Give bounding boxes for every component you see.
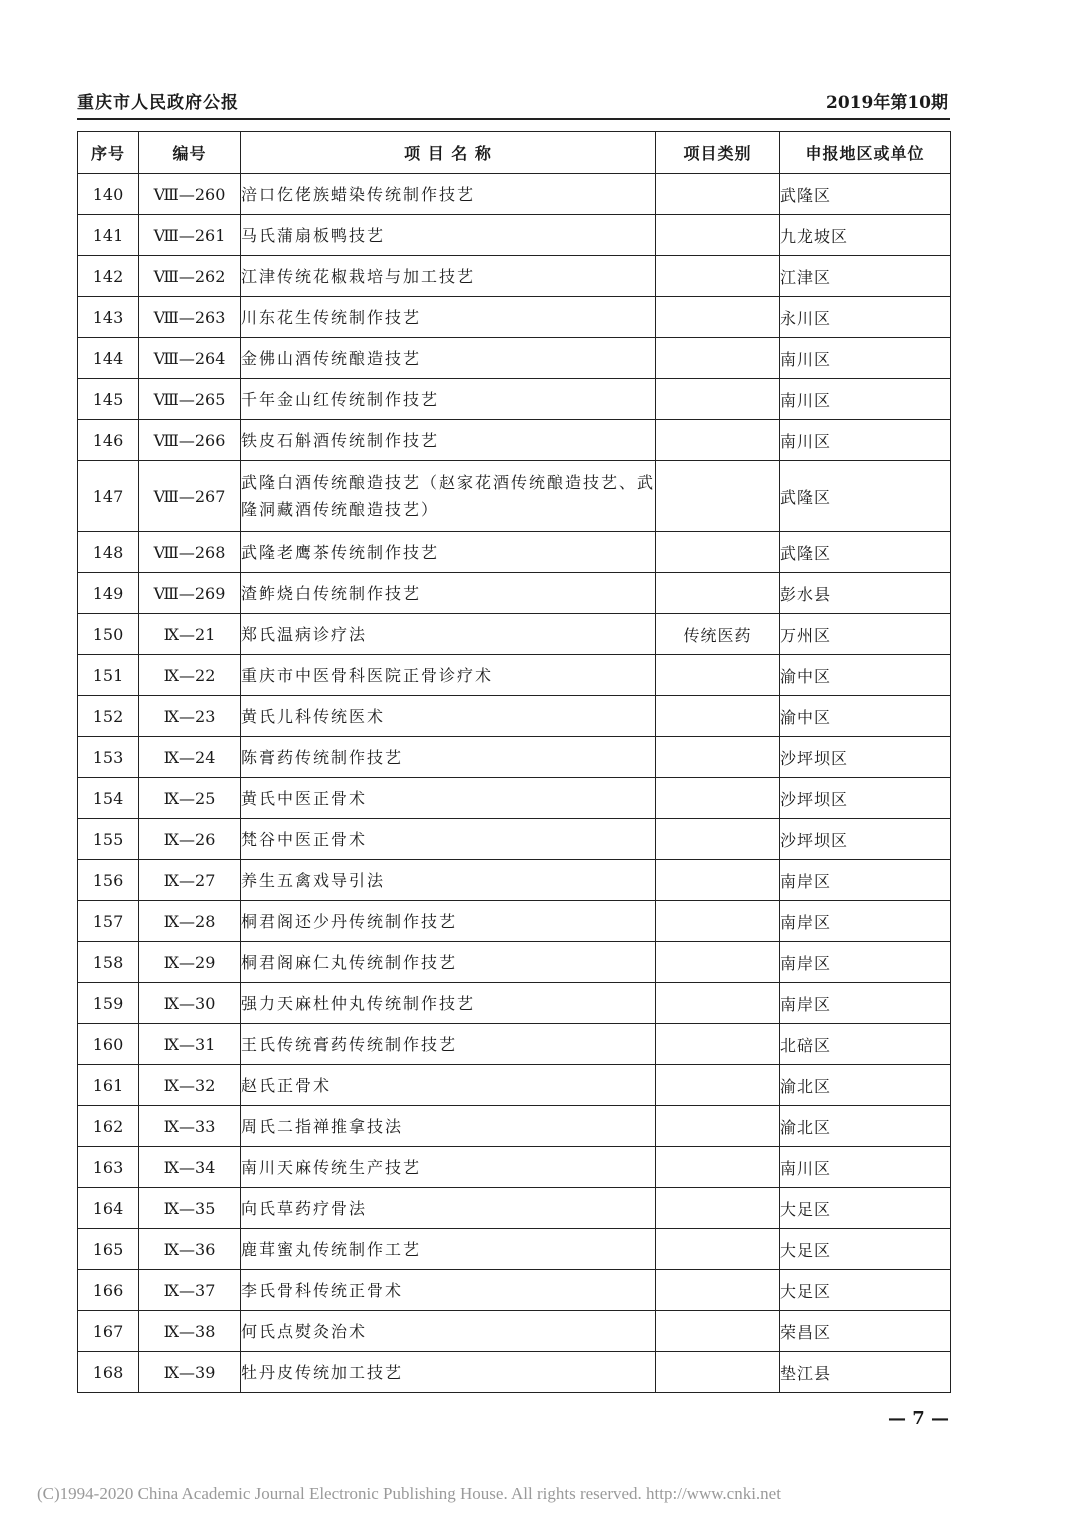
table-row <box>78 1270 951 1311</box>
cell-seq: 163 <box>78 1147 139 1188</box>
cell-code: Ⅸ—25 <box>139 778 241 819</box>
cell-code: Ⅷ—269 <box>139 573 241 614</box>
cell-code: Ⅷ—268 <box>139 532 241 573</box>
cell-region: 南川区 <box>780 338 951 379</box>
cell-region: 沙坪坝区 <box>780 778 951 819</box>
cell-region: 武隆区 <box>780 174 951 215</box>
cell-code: Ⅷ—262 <box>139 256 241 297</box>
cell-name: 鹿茸蜜丸传统制作工艺 <box>241 1229 656 1270</box>
cell-region: 大足区 <box>780 1270 951 1311</box>
cell-seq: 145 <box>78 379 139 420</box>
cell-seq: 149 <box>78 573 139 614</box>
cell-category <box>656 297 780 338</box>
cell-code: Ⅸ—35 <box>139 1188 241 1229</box>
publication-title: 重庆市人民政府公报 <box>77 93 239 113</box>
cell-seq: 146 <box>78 420 139 461</box>
cell-code: Ⅸ—38 <box>139 1311 241 1352</box>
table-row <box>78 573 951 614</box>
cell-name: 重庆市中医骨科医院正骨诊疗术 <box>241 655 656 696</box>
cell-seq: 164 <box>78 1188 139 1229</box>
cell-name: 渣鲊烧白传统制作技艺 <box>241 573 656 614</box>
cell-name: 马氏蒲扇板鸭技艺 <box>241 215 656 256</box>
header-divider <box>77 118 950 120</box>
cell-category <box>656 983 780 1024</box>
cell-region: 南岸区 <box>780 983 951 1024</box>
cell-name: 牡丹皮传统加工技艺 <box>241 1352 656 1393</box>
table-header-row <box>78 132 951 174</box>
cell-name: 赵氏正骨术 <box>241 1065 656 1106</box>
cell-code: Ⅸ—32 <box>139 1065 241 1106</box>
cell-category <box>656 1065 780 1106</box>
cell-region: 渝中区 <box>780 696 951 737</box>
cell-code: Ⅸ—34 <box>139 1147 241 1188</box>
cell-category <box>656 819 780 860</box>
cell-code: Ⅷ—263 <box>139 297 241 338</box>
cell-name: 川东花生传统制作技艺 <box>241 297 656 338</box>
cell-category <box>656 1311 780 1352</box>
cell-category <box>656 338 780 379</box>
table-row <box>78 420 951 461</box>
cell-region: 南岸区 <box>780 901 951 942</box>
cell-code: Ⅸ—21 <box>139 614 241 655</box>
table-row <box>78 860 951 901</box>
cell-name: 周氏二指禅推拿技法 <box>241 1106 656 1147</box>
page-number: — 7 — <box>887 1408 949 1429</box>
cell-category <box>656 1352 780 1393</box>
table-row <box>78 256 951 297</box>
cell-seq: 160 <box>78 1024 139 1065</box>
cell-category <box>656 461 780 532</box>
cell-name: 何氏点熨灸治术 <box>241 1311 656 1352</box>
table-row <box>78 1188 951 1229</box>
table-row <box>78 655 951 696</box>
cell-category <box>656 696 780 737</box>
cell-category <box>656 1106 780 1147</box>
cell-region: 万州区 <box>780 614 951 655</box>
cell-code: Ⅸ—22 <box>139 655 241 696</box>
cell-name: 郑氏温病诊疗法 <box>241 614 656 655</box>
cell-code: Ⅸ—23 <box>139 696 241 737</box>
cell-code: Ⅷ—265 <box>139 379 241 420</box>
heritage-table <box>77 131 951 1393</box>
table-row <box>78 174 951 215</box>
cell-region: 北碚区 <box>780 1024 951 1065</box>
cell-seq: 155 <box>78 819 139 860</box>
column-header-category: 项目类别 <box>656 132 780 174</box>
cell-name: 江津传统花椒栽培与加工技艺 <box>241 256 656 297</box>
table-row <box>78 778 951 819</box>
table-row <box>78 1106 951 1147</box>
cell-region: 永川区 <box>780 297 951 338</box>
cell-name: 千年金山红传统制作技艺 <box>241 379 656 420</box>
table-row <box>78 1311 951 1352</box>
table-row <box>78 1147 951 1188</box>
table-row <box>78 297 951 338</box>
cell-region: 南岸区 <box>780 860 951 901</box>
table-row <box>78 532 951 573</box>
cell-region: 大足区 <box>780 1188 951 1229</box>
table-row <box>78 696 951 737</box>
cell-category <box>656 573 780 614</box>
cell-seq: 142 <box>78 256 139 297</box>
table-row <box>78 983 951 1024</box>
table-row <box>78 379 951 420</box>
table-row <box>78 215 951 256</box>
cell-code: Ⅸ—27 <box>139 860 241 901</box>
cell-seq: 159 <box>78 983 139 1024</box>
cell-category <box>656 420 780 461</box>
table-row <box>78 461 951 532</box>
cell-code: Ⅷ—260 <box>139 174 241 215</box>
table-row <box>78 1352 951 1393</box>
column-header-region: 申报地区或单位 <box>780 132 951 174</box>
cell-name: 王氏传统膏药传统制作技艺 <box>241 1024 656 1065</box>
cell-category <box>656 901 780 942</box>
table-row <box>78 614 951 655</box>
cell-name: 李氏骨科传统正骨术 <box>241 1270 656 1311</box>
cell-seq: 165 <box>78 1229 139 1270</box>
cell-name: 桐君阁麻仁丸传统制作技艺 <box>241 942 656 983</box>
cell-name: 向氏草药疗骨法 <box>241 1188 656 1229</box>
cell-category <box>656 1024 780 1065</box>
cell-name: 梵谷中医正骨术 <box>241 819 656 860</box>
cell-category <box>656 778 780 819</box>
cell-name: 陈膏药传统制作技艺 <box>241 737 656 778</box>
table-row <box>78 1229 951 1270</box>
cell-seq: 156 <box>78 860 139 901</box>
cell-code: Ⅸ—24 <box>139 737 241 778</box>
cell-name: 桐君阁还少丹传统制作技艺 <box>241 901 656 942</box>
cell-code: Ⅸ—31 <box>139 1024 241 1065</box>
cell-seq: 166 <box>78 1270 139 1311</box>
column-header-seq: 序号 <box>78 132 139 174</box>
cell-seq: 143 <box>78 297 139 338</box>
cell-name: 黄氏儿科传统医术 <box>241 696 656 737</box>
cell-region: 南川区 <box>780 379 951 420</box>
cell-region: 渝北区 <box>780 1065 951 1106</box>
cell-category <box>656 860 780 901</box>
table-row <box>78 338 951 379</box>
cell-name: 强力天麻杜仲丸传统制作技艺 <box>241 983 656 1024</box>
cell-code: Ⅸ—39 <box>139 1352 241 1393</box>
cell-code: Ⅸ—36 <box>139 1229 241 1270</box>
cell-seq: 153 <box>78 737 139 778</box>
cell-category <box>656 1188 780 1229</box>
cell-name: 武隆老鹰茶传统制作技艺 <box>241 532 656 573</box>
cell-region: 渝北区 <box>780 1106 951 1147</box>
column-header-code: 编号 <box>139 132 241 174</box>
cell-category <box>656 655 780 696</box>
cell-code: Ⅷ—264 <box>139 338 241 379</box>
cell-category <box>656 215 780 256</box>
cell-category <box>656 256 780 297</box>
cell-seq: 144 <box>78 338 139 379</box>
cell-seq: 168 <box>78 1352 139 1393</box>
cell-category <box>656 1147 780 1188</box>
cell-name: 武隆白酒传统酿造技艺（赵家花酒传统酿造技艺、武隆洞藏酒传统酿造技艺） <box>241 461 656 532</box>
cell-code: Ⅷ—266 <box>139 420 241 461</box>
cell-region: 渝中区 <box>780 655 951 696</box>
table-row <box>78 737 951 778</box>
column-header-name: 项 目 名 称 <box>241 132 656 174</box>
cell-seq: 154 <box>78 778 139 819</box>
cell-code: Ⅸ—30 <box>139 983 241 1024</box>
cell-region: 沙坪坝区 <box>780 737 951 778</box>
cell-category <box>656 1270 780 1311</box>
cell-seq: 150 <box>78 614 139 655</box>
cell-name: 涪口仡佬族蜡染传统制作技艺 <box>241 174 656 215</box>
cell-region: 武隆区 <box>780 532 951 573</box>
cell-seq: 148 <box>78 532 139 573</box>
table-row <box>78 1065 951 1106</box>
cell-region: 彭水县 <box>780 573 951 614</box>
cell-region: 南岸区 <box>780 942 951 983</box>
cell-seq: 158 <box>78 942 139 983</box>
table-row <box>78 942 951 983</box>
cell-seq: 162 <box>78 1106 139 1147</box>
cell-code: Ⅸ—28 <box>139 901 241 942</box>
table-body <box>78 174 951 1393</box>
cell-category <box>656 174 780 215</box>
cell-region: 沙坪坝区 <box>780 819 951 860</box>
cell-code: Ⅸ—29 <box>139 942 241 983</box>
cell-seq: 147 <box>78 461 139 532</box>
cell-seq: 140 <box>78 174 139 215</box>
cell-seq: 161 <box>78 1065 139 1106</box>
cell-code: Ⅸ—37 <box>139 1270 241 1311</box>
cell-region: 大足区 <box>780 1229 951 1270</box>
cell-region: 荣昌区 <box>780 1311 951 1352</box>
table-row <box>78 901 951 942</box>
copyright-notice: (C)1994-2020 China Academic Journal Electronic Publishing House. All rights reserved. http://www.cnki.net <box>37 1484 781 1503</box>
cell-seq: 141 <box>78 215 139 256</box>
cell-code: Ⅷ—267 <box>139 461 241 532</box>
cell-category <box>656 379 780 420</box>
cell-name: 南川天麻传统生产技艺 <box>241 1147 656 1188</box>
cell-code: Ⅸ—33 <box>139 1106 241 1147</box>
cell-code: Ⅸ—26 <box>139 819 241 860</box>
cell-category <box>656 737 780 778</box>
cell-name: 金佛山酒传统酿造技艺 <box>241 338 656 379</box>
cell-name: 黄氏中医正骨术 <box>241 778 656 819</box>
cell-region: 垫江县 <box>780 1352 951 1393</box>
cell-seq: 151 <box>78 655 139 696</box>
cell-region: 南川区 <box>780 420 951 461</box>
table-row <box>78 819 951 860</box>
cell-seq: 157 <box>78 901 139 942</box>
cell-category <box>656 1229 780 1270</box>
cell-region: 江津区 <box>780 256 951 297</box>
cell-category <box>656 532 780 573</box>
cell-code: Ⅷ—261 <box>139 215 241 256</box>
cell-region: 武隆区 <box>780 461 951 532</box>
cell-region: 南川区 <box>780 1147 951 1188</box>
cell-name: 养生五禽戏导引法 <box>241 860 656 901</box>
cell-category <box>656 942 780 983</box>
cell-name: 铁皮石斛酒传统制作技艺 <box>241 420 656 461</box>
issue-label: 2019年第10期 <box>826 93 948 113</box>
cell-seq: 152 <box>78 696 139 737</box>
cell-seq: 167 <box>78 1311 139 1352</box>
table-row <box>78 1024 951 1065</box>
cell-region: 九龙坡区 <box>780 215 951 256</box>
cell-category: 传统医药 <box>656 614 780 655</box>
